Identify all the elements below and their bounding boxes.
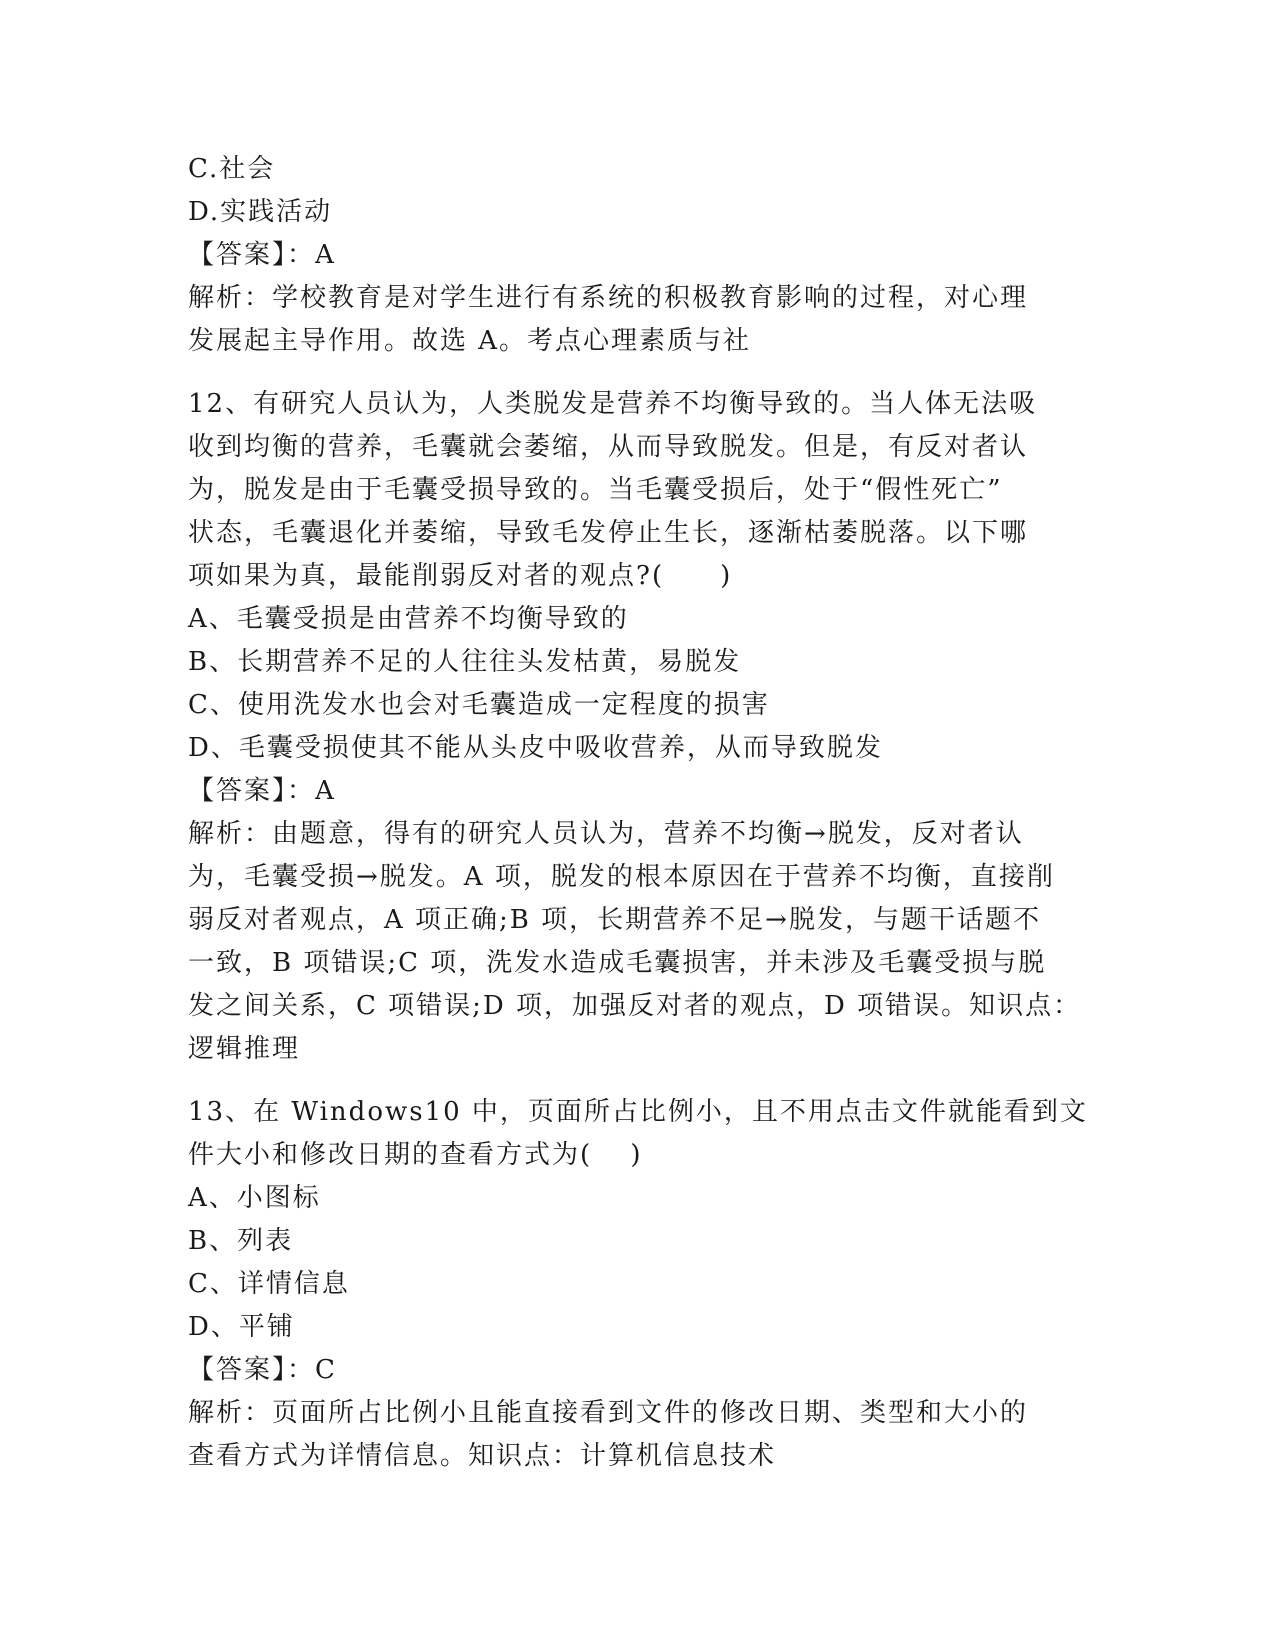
option-b: B、列表 — [188, 1226, 294, 1256]
answer-line: 【答案】：A — [188, 776, 336, 806]
answer-line: 【答案】：A — [188, 240, 336, 270]
question-12-block — [188, 383, 1088, 1071]
answer-line: 【答案】：C — [188, 1355, 337, 1385]
analysis-line: 一致，B 项错误;C 项，洗发水造成毛囊损害，并未涉及毛囊受损与脱 — [188, 948, 1047, 978]
option-c: C、使用洗发水也会对毛囊造成一定程度的损害 — [188, 690, 770, 720]
option-d: D.实践活动 — [188, 197, 333, 227]
analysis-line: 查看方式为详情信息。知识点：计算机信息技术 — [188, 1441, 777, 1471]
question-text-line: 项如果为真，最能削弱反对者的观点?( ) — [188, 561, 733, 591]
block-gap — [188, 1071, 1088, 1091]
block-gap — [188, 363, 1088, 383]
option-d: D、毛囊受损使其不能从头皮中吸收营养，从而导致脱发 — [188, 733, 883, 763]
question-text-line: 件大小和修改日期的查看方式为( ) — [188, 1140, 643, 1170]
question-text-line: 12、有研究人员认为，人类脱发是营养不均衡导致的。当人体无法吸 — [188, 389, 1038, 419]
question-text-line: 为，脱发是由于毛囊受损导致的。当毛囊受损后，处于“假性死亡” — [188, 475, 1003, 505]
analysis-line: 发之间关系，C 项错误;D 项，加强反对者的观点，D 项错误。知识点： — [188, 991, 1082, 1021]
analysis-line: 逻辑推理 — [188, 1034, 301, 1064]
analysis-line: 解析：学校教育是对学生进行有系统的积极教育影响的过程，对心理 — [188, 283, 1029, 313]
question-11-block — [188, 148, 1088, 363]
option-c: C、详情信息 — [188, 1269, 350, 1299]
option-a: A、毛囊受损是由营养不均衡导致的 — [188, 604, 629, 634]
option-c: C.社会 — [188, 154, 276, 184]
option-b: B、长期营养不足的人往往头发枯黄，易脱发 — [188, 647, 742, 677]
analysis-line: 解析：由题意，得有的研究人员认为，营养不均衡→脱发，反对者认 — [188, 819, 1024, 849]
question-text-line: 收到均衡的营养，毛囊就会萎缩，从而导致脱发。但是，有反对者认 — [188, 432, 1029, 462]
option-d: D、平铺 — [188, 1312, 295, 1342]
question-text-line: 状态，毛囊退化并萎缩，导致毛发停止生长，逐渐枯萎脱落。以下哪 — [188, 518, 1029, 548]
analysis-line: 弱反对者观点，A 项正确;B 项，长期营养不足→脱发，与题干话题不 — [188, 905, 1041, 935]
analysis-line: 解析：页面所占比例小且能直接看到文件的修改日期、类型和大小的 — [188, 1398, 1029, 1428]
page-content — [188, 148, 1088, 1478]
option-a: A、小图标 — [188, 1183, 321, 1213]
question-13-block — [188, 1091, 1088, 1478]
analysis-line: 为，毛囊受损→脱发。A 项，脱发的根本原因在于营养不均衡，直接削 — [188, 862, 1055, 892]
analysis-line: 发展起主导作用。故选 A。考点心理素质与社 — [188, 326, 752, 356]
question-text-line: 13、在 Windows10 中，页面所占比例小，且不用点击文件就能看到文 — [188, 1097, 1088, 1127]
